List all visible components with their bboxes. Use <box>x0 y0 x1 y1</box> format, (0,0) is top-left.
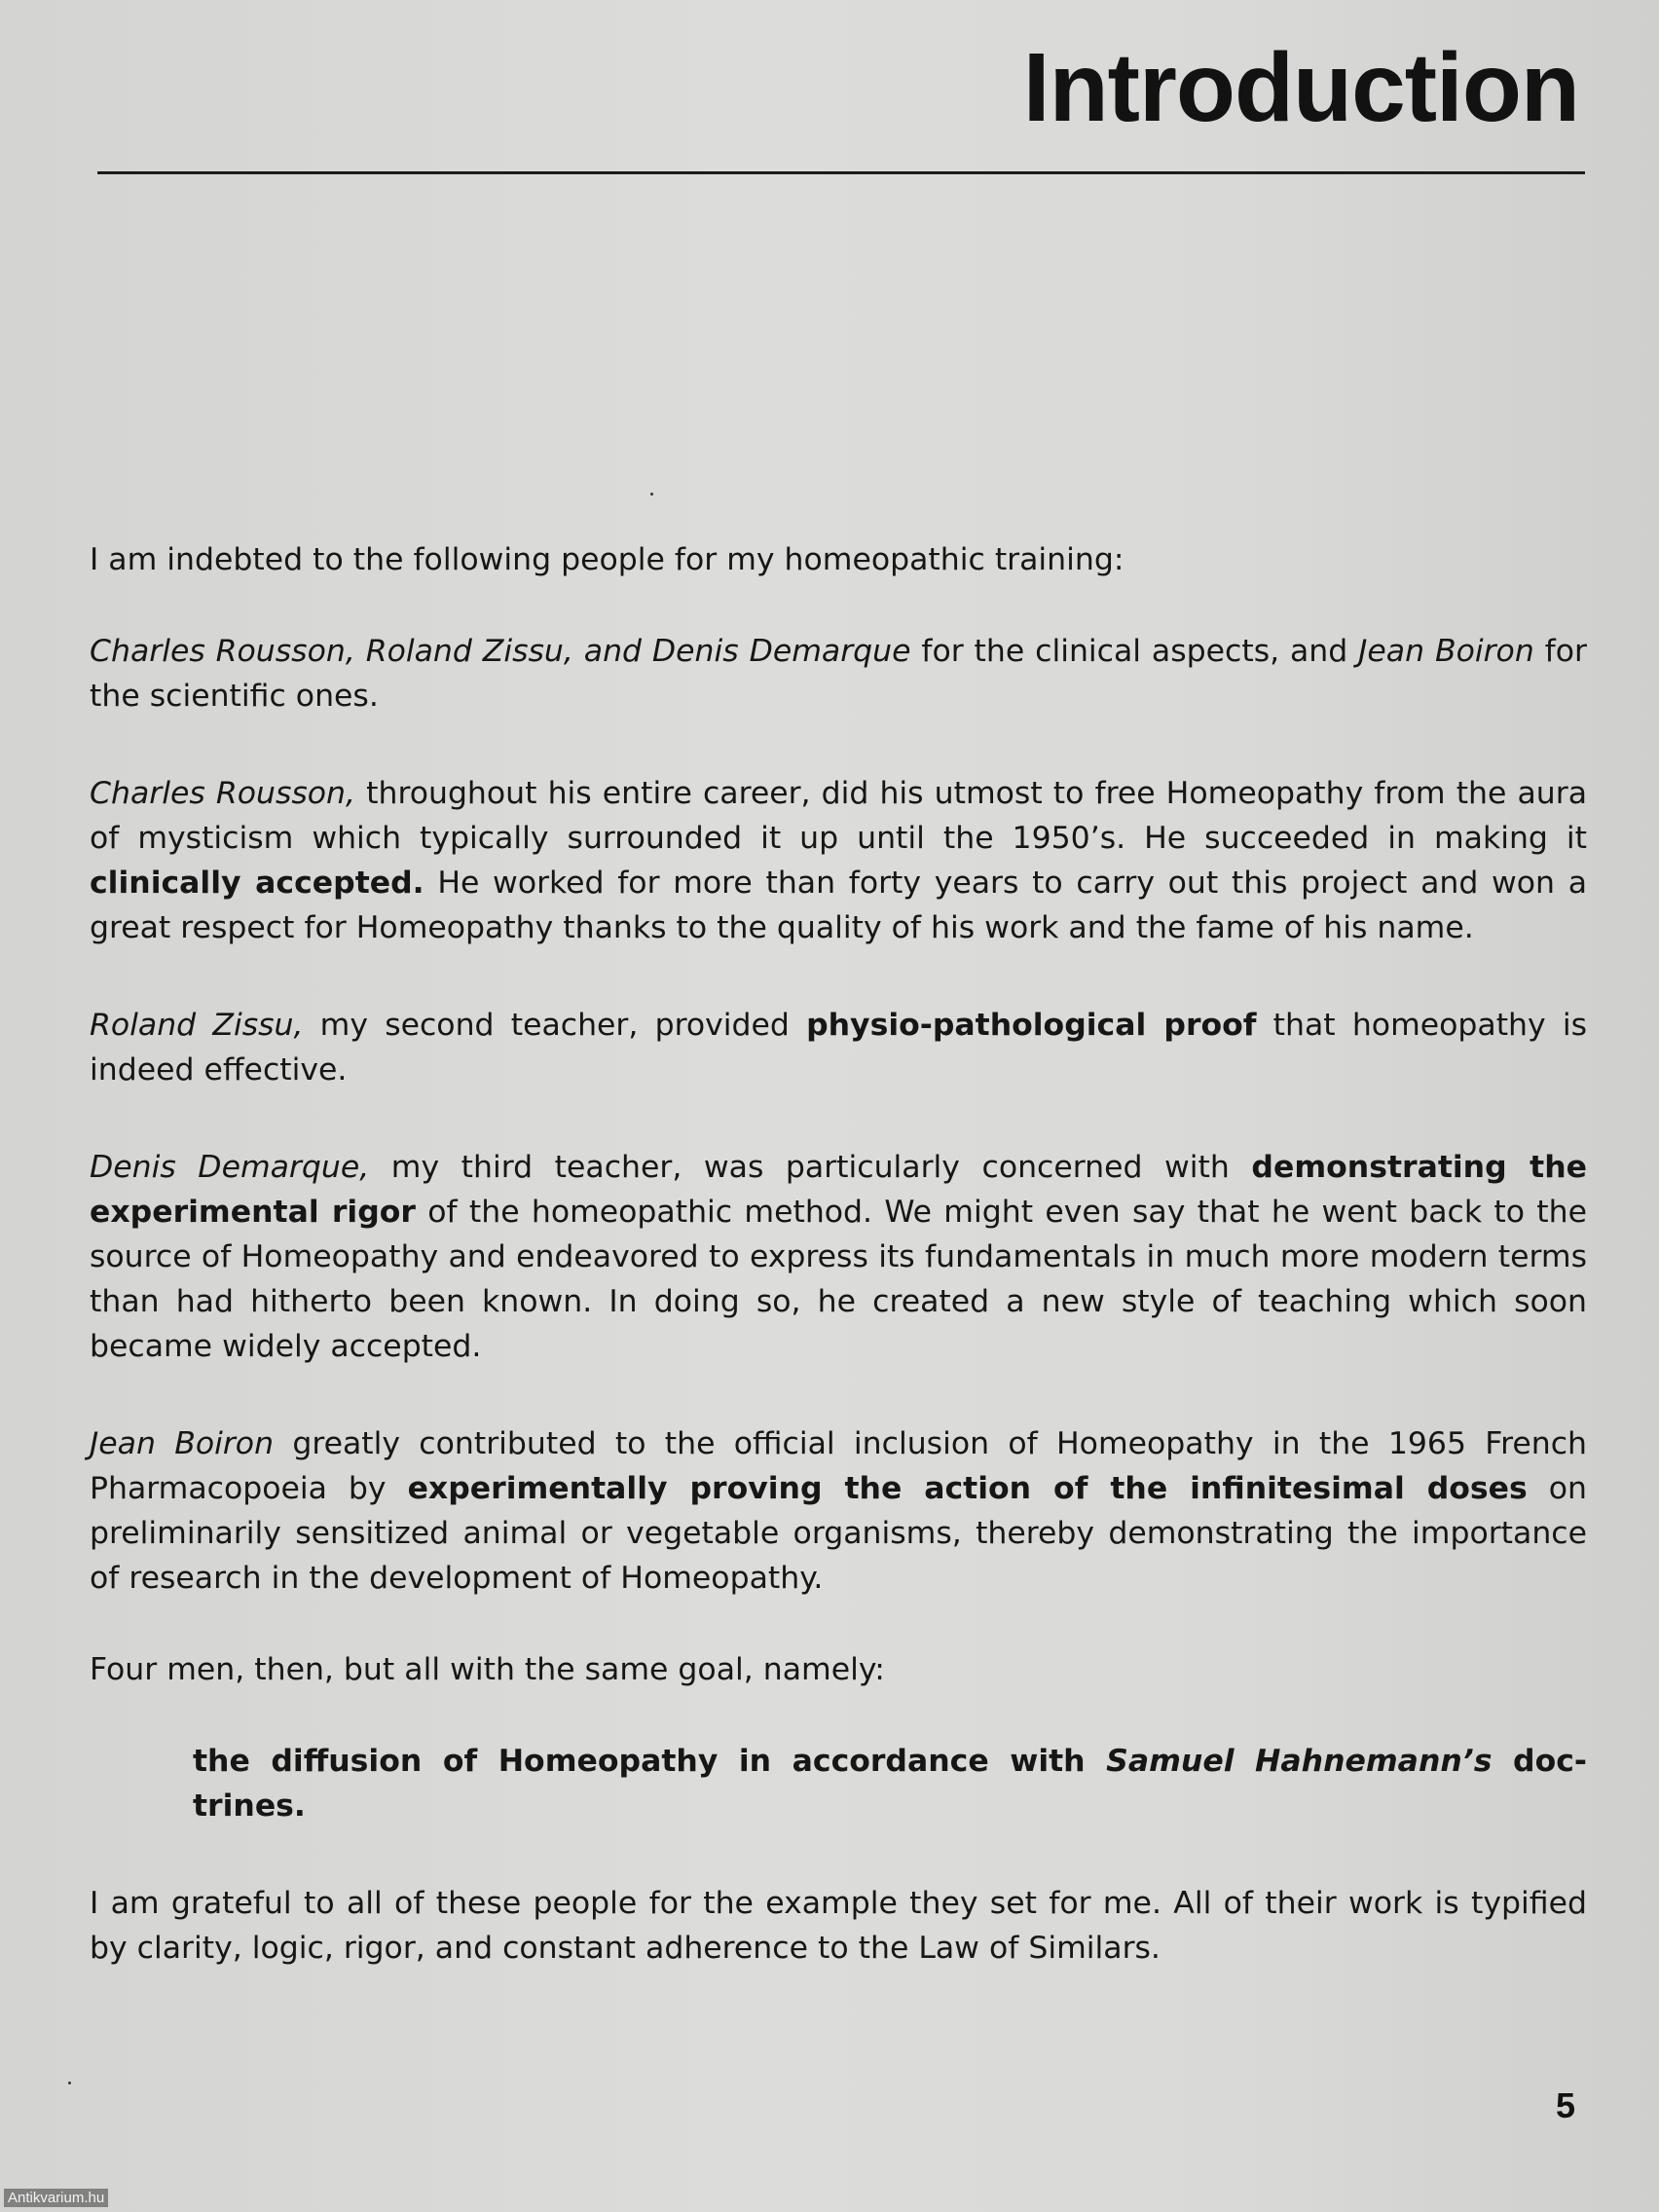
paragraph-text: for the clinical aspects, and <box>910 634 1359 669</box>
goal-author: Samuel Hahnemann’s <box>1106 1744 1493 1779</box>
paragraph-demarque <box>90 1145 1587 1369</box>
page-number: 5 <box>1556 2085 1576 2125</box>
goal-text: the diffusion of Homeopathy in accordance with <box>193 1744 1107 1779</box>
paragraph-text: of the homeopathic method. We might even say that he went back to the source of Homeopathy and endeavored to express its fundamentals in much more modern terms than had hitherto been known. In doing so, he created a new style of teaching which soon became widely accepted. <box>90 1195 1587 1364</box>
goal-statement <box>193 1739 1587 1828</box>
paragraph-text: my second teacher, provided <box>303 1008 807 1043</box>
emphasis: experimentally proving the action of the infinitesimal doses <box>407 1471 1528 1506</box>
watermark: Antikvarium.hu <box>4 2189 108 2207</box>
page-title: Introduction <box>1022 33 1579 142</box>
paragraph-text: throughout his entire career, did his utmost to free Homeopathy from the aura of mysticism which typically surrounded it up until the 1950’s. He succeeded in making it <box>90 776 1587 856</box>
paragraph-zissu <box>90 1003 1587 1092</box>
intro-paragraph: I am indebted to the following people for my homeopathic training: <box>90 542 1124 577</box>
paragraph-text: He worked for more than forty years to carry out this project and won a great respect for Homeopathy thanks to the quality of his work and the fame of his name. <box>90 866 1588 945</box>
title-rule <box>97 171 1585 174</box>
speck-mark <box>650 493 653 496</box>
paragraph-boiron <box>90 1421 1587 1601</box>
emphasis: physio-pathological proof <box>806 1008 1257 1043</box>
speck-mark <box>68 2082 71 2084</box>
closing-paragraph: I am grateful to all of these people for the example they set for me. All of their work is typified by clarity, logic, rigor, and constant adherence to the Law of Similars. <box>90 1886 1587 1966</box>
teacher-name: Denis Demarque, <box>90 1150 370 1185</box>
paragraph-text: my third teacher, was particularly concerned with <box>369 1150 1252 1185</box>
goal-text: doctrines. <box>193 1744 1587 1824</box>
emphasis: clinically accepted. <box>90 866 424 901</box>
body-text <box>90 537 1587 2023</box>
paragraph-text: greatly contributed to the official inclusion of Homeopathy in the 1965 French Pharmacopoeia by <box>90 1426 1587 1506</box>
teacher-name: Charles Rousson, <box>90 776 356 811</box>
teacher-name: Roland Zissu, <box>90 1008 304 1043</box>
teacher-name: Jean Boiron <box>1358 634 1534 669</box>
teacher-name: Jean Boiron <box>90 1426 275 1461</box>
paragraph-rousson <box>90 771 1587 950</box>
emphasis: demonstrating the experimental rigor <box>90 1150 1587 1230</box>
teacher-names: Charles Rousson, Roland Zissu, and Denis Demarque <box>90 634 911 669</box>
paragraph-four-men: Four men, then, but all with the same goal, namely: <box>90 1652 885 1687</box>
paragraph-text: on preliminarily sensitized animal or vegetable organisms, thereby demonstrating the importance of research in the development of Homeopathy. <box>90 1471 1587 1596</box>
paragraph-text: that homeopathy is indeed effective. <box>90 1008 1588 1088</box>
paragraph-teachers <box>90 629 1587 719</box>
paragraph-text: for the scientific ones. <box>90 634 1587 714</box>
